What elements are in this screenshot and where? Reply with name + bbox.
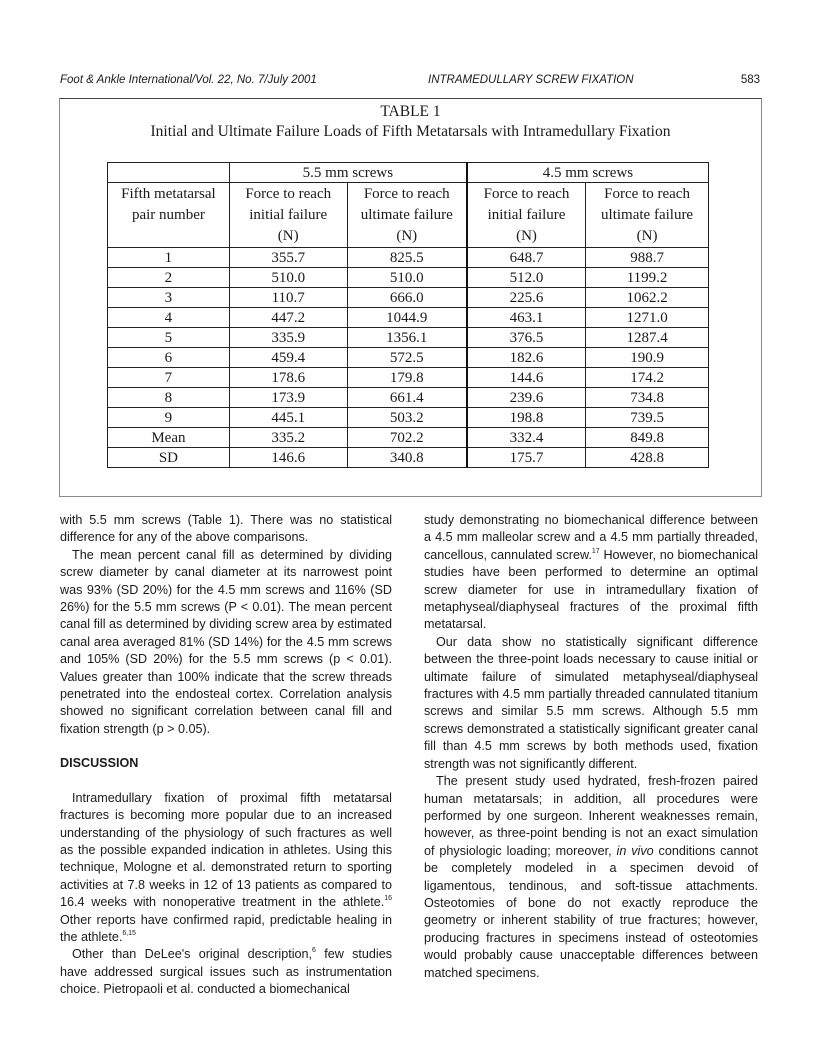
row-label-cell: 9 — [108, 408, 230, 428]
col-header-pair-number: Fifth metatarsal pair number — [108, 183, 230, 248]
citation-ref: 16 — [384, 895, 392, 903]
value-cell: 239.6 — [467, 388, 586, 408]
value-cell: 1287.4 — [586, 328, 709, 348]
table-row — [108, 308, 709, 328]
row-label-cell: 2 — [108, 268, 230, 288]
value-cell: 1271.0 — [586, 308, 709, 328]
row-label-cell: 1 — [108, 248, 230, 268]
value-cell: 825.5 — [347, 248, 467, 268]
value-cell: 173.9 — [229, 388, 347, 408]
table-label: TABLE 1 — [380, 103, 441, 120]
value-cell: 225.6 — [467, 288, 586, 308]
value-cell: 376.5 — [467, 328, 586, 348]
value-cell: 110.7 — [229, 288, 347, 308]
table-row — [108, 448, 709, 468]
value-cell: 739.5 — [586, 408, 709, 428]
table-row — [108, 348, 709, 368]
failure-loads-table — [107, 162, 709, 468]
running-title: INTRAMEDULLARY SCREW FIXATION — [428, 74, 634, 86]
value-cell: 1044.9 — [347, 308, 467, 328]
value-cell: 849.8 — [586, 428, 709, 448]
table-row — [108, 288, 709, 308]
section-heading-discussion: DISCUSSION — [60, 756, 139, 771]
row-label-cell: SD — [108, 448, 230, 468]
value-cell: 198.8 — [467, 408, 586, 428]
paragraph: The present study used hydrated, fresh-frozen paired human metatarsals; in addition, all procedures were performed by one surgeon. Inherent weaknesses remain, however, as three-point bending is not an exact simulation of physiologic loading; moreover, in vivo conditions cannot be completely modeled in a specimen devoid of ligamentous, tendinous, and soft-tissue attachments. Osteotomies of bone do not exactly reproduce the geometry or inherent stability of true fractures; however, producing fractures in specimens instead of osteotomies would probably cause unacceptable differences between matched specimens. — [424, 774, 758, 980]
value-cell: 174.2 — [586, 368, 709, 388]
value-cell: 340.8 — [347, 448, 467, 468]
value-cell: 463.1 — [467, 308, 586, 328]
col-header-5-5-initial: Force to reach initial failure (N) — [229, 183, 347, 248]
col-header-4-5-ultimate: Force to reach ultimate failure (N) — [586, 183, 709, 248]
value-cell: 503.2 — [347, 408, 467, 428]
value-cell: 445.1 — [229, 408, 347, 428]
value-cell: 182.6 — [467, 348, 586, 368]
table-row — [108, 408, 709, 428]
value-cell: 179.8 — [347, 368, 467, 388]
value-cell: 510.0 — [229, 268, 347, 288]
citation-ref: 17 — [591, 547, 600, 555]
paragraph: with 5.5 mm screws (Table 1). There was no statistical difference for any of the above comparisons. — [60, 513, 392, 545]
value-cell: 190.9 — [586, 348, 709, 368]
value-cell: 666.0 — [347, 288, 467, 308]
row-label-cell: Mean — [108, 428, 230, 448]
value-cell: 447.2 — [229, 308, 347, 328]
value-cell: 734.8 — [586, 388, 709, 408]
value-cell: 661.4 — [347, 388, 467, 408]
italic-term: in vivo — [616, 843, 654, 858]
running-header — [60, 74, 760, 90]
right-text-column — [424, 512, 758, 982]
table-row — [108, 248, 709, 268]
left-text-column — [60, 512, 392, 999]
row-label-cell: 8 — [108, 388, 230, 408]
value-cell: 355.7 — [229, 248, 347, 268]
value-cell: 1199.2 — [586, 268, 709, 288]
value-cell: 512.0 — [467, 268, 586, 288]
value-cell: 988.7 — [586, 248, 709, 268]
col-header-5-5-ultimate: Force to reach ultimate failure (N) — [347, 183, 467, 248]
paragraph: Intramedullary fixation of proximal fifth metatarsal fractures is becoming more popular due to an increased understanding of the physiology of such fractures as well as the possible expanded indication in athletes. Using this technique, Mologne et al. demonstrated return to sporting activities at 7.8 weeks in 12 of 13 patients as compared to 16.4 weeks with nonoperative treatment in the athlete.$^{16}$ Other reports have confirmed rapid, predictable healing in the athlete.$^{6,15}$ — [60, 790, 392, 944]
table-body — [108, 248, 709, 468]
paragraph: Other than DeLee's original description,$^6$ few studies have addressed surgical issues such as instrumentation choice. Pietropaoli et al. conducted a biomechanical — [60, 947, 392, 997]
table-row — [108, 328, 709, 348]
value-cell: 1062.2 — [586, 288, 709, 308]
value-cell: 648.7 — [467, 248, 586, 268]
value-cell: 428.8 — [586, 448, 709, 468]
row-label-cell: 6 — [108, 348, 230, 368]
row-label-cell: 3 — [108, 288, 230, 308]
citation-ref: 6 — [312, 947, 316, 955]
group-header-row — [108, 163, 709, 183]
empty-header-cell — [108, 163, 230, 183]
group-header-5-5mm: 5.5 mm screws — [229, 163, 467, 183]
paragraph: Our data show no statistically significant difference between the three-point loads necessary to cause initial or ultimate failure of simulated metaphyseal/diaphyseal fractures with 4.5 mm partially threaded cannulated titanium screws and similar 5.5 mm screws. Although 5.5 mm screws demonstrated a statistically significant greater canal fill than 4.5 mm screws by both methods used, fixation strength was not significantly different. — [424, 634, 758, 771]
value-cell: 335.2 — [229, 428, 347, 448]
table-caption: Initial and Ultimate Failure Loads of Fifth Metatarsals with Intramedullary Fixation — [150, 123, 671, 140]
value-cell: 510.0 — [347, 268, 467, 288]
journal-citation: Foot & Ankle International/Vol. 22, No. 7/July 2001 — [60, 74, 317, 86]
column-header-row — [108, 183, 709, 248]
table-row — [108, 428, 709, 448]
page-number: 583 — [740, 74, 760, 86]
row-label-cell: 4 — [108, 308, 230, 328]
citation-ref: 6,15 — [122, 929, 136, 937]
value-cell: 146.6 — [229, 448, 347, 468]
table-title — [59, 102, 762, 142]
value-cell: 175.7 — [467, 448, 586, 468]
table-row — [108, 368, 709, 388]
value-cell: 335.9 — [229, 328, 347, 348]
value-cell: 178.6 — [229, 368, 347, 388]
value-cell: 459.4 — [229, 348, 347, 368]
table-row — [108, 388, 709, 408]
table-row — [108, 268, 709, 288]
value-cell: 572.5 — [347, 348, 467, 368]
row-label-cell: 7 — [108, 368, 230, 388]
value-cell: 1356.1 — [347, 328, 467, 348]
value-cell: 144.6 — [467, 368, 586, 388]
value-cell: 702.2 — [347, 428, 467, 448]
group-header-4-5mm: 4.5 mm screws — [467, 163, 709, 183]
value-cell: 332.4 — [467, 428, 586, 448]
paragraph: study demonstrating no biomechanical difference between a 4.5 mm malleolar screw and a 4.5 mm partially threaded, cancellous, cannulated screw.$^{17}$ However, no biomechanical studies have been performed to determine an optimal screw diameter for use in intramedullary fixation of metaphyseal/diaphyseal fractures of the proximal fifth metatarsal. — [424, 513, 758, 632]
paragraph: The mean percent canal fill as determined by dividing screw diameter by canal diameter at its narrowest point was 93% (SD 20%) for the 4.5 mm screws and 116% (SD 26%) for the 5.5 mm screws (P < 0.01). The mean percent canal fill as determined by dividing screw area by estimated canal area averaged 81% (SD 14%) for the 4.5 mm screws and 105% (SD 20%) for the 5.5 mm screws (p < 0.01). Values greater than 100% indicate that the screw threads penetrated into the endosteal cortex. Correlation analysis showed no significant correlation between canal fill and fixation strength (p > 0.05). — [60, 547, 392, 736]
col-header-4-5-initial: Force to reach initial failure (N) — [467, 183, 586, 248]
row-label-cell: 5 — [108, 328, 230, 348]
